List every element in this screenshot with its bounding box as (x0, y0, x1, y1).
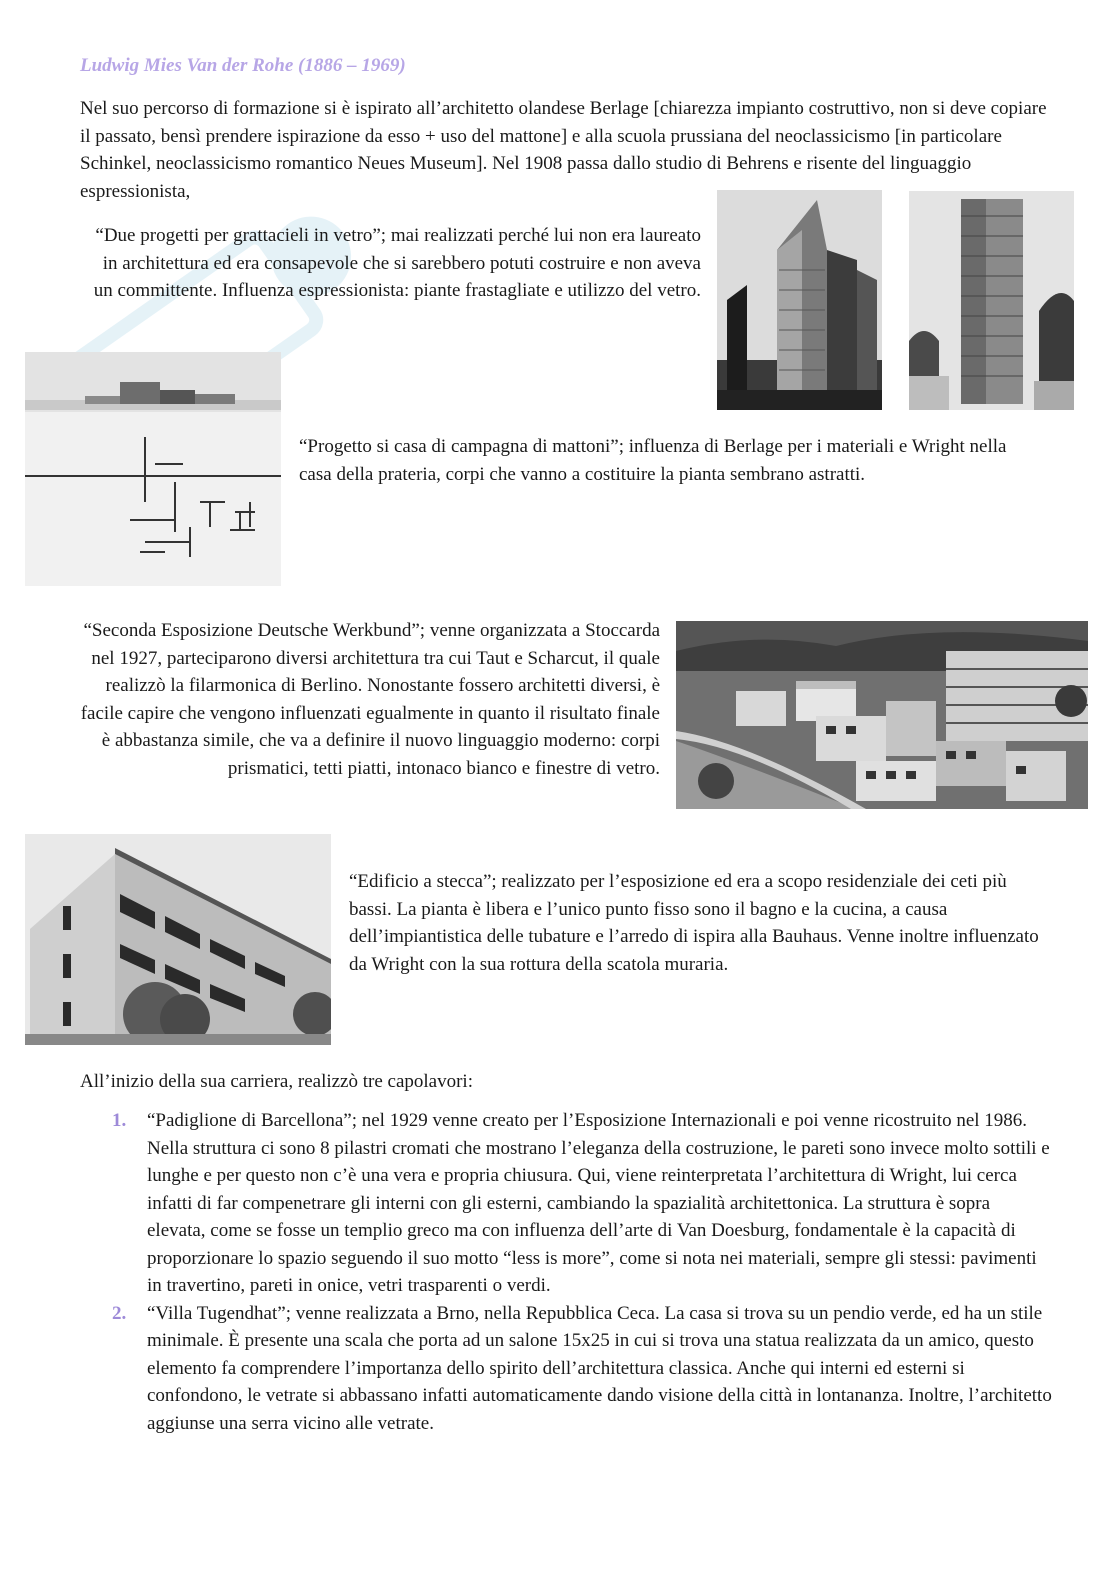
werkbund-paragraph: “Seconda Esposizione Deutsche Werkbund”; venne organizzata a Stoccarda nel 1927, parteciparono diversi architettura tra cui Taut e Scharcut, il quale realizzò la filarmonica di Berlino. Nonostante fossero architetti diversi, è facile capire che vengono influenzati egualmente in quanto il risultato finale è abbastanza simile, che va a definire il nuovo linguaggio moderno: corpi prismatici, tetti piatti, intonaco bianco e finestre di vetro. (80, 620, 660, 779)
skyscraper-paragraph: “Due progetti per grattacieli in vetro”; mai realizzati perché lui non era laureato in architettura ed era consapevole che si sarebbero potuti costruire e non aveva un committente. Influenza espressionista: piante frastagliate e utilizzo del vetro. (93, 225, 701, 301)
list-number: 1. (112, 1110, 127, 1131)
masterpieces-intro: All’inizio della sua carriera, realizzò tre capolavori: (80, 1071, 473, 1092)
list-item (112, 1107, 1052, 1300)
intro-paragraph: Nel suo percorso di formazione si è ispirato all’architetto olandese Berlage [chiarezza impianto costruttivo, non si deve copiare il passato, bensì prendere ispirazione da esso + uso del mattone] e alla scuola prussiana del neoclassicismo [in particolare Schinkel, neoclassicismo romantico Neues Museum]. Nel 1908 passa dallo studio di Behrens e risente del linguaggio espressionista, (80, 98, 1047, 202)
list-item (112, 1300, 1052, 1438)
list-number: 2. (112, 1302, 127, 1324)
glass-skyscraper-image-2 (909, 191, 1074, 410)
list-item-text: “Villa Tugendhat”; venne realizzata a Brno, nella Repubblica Ceca. La casa si trova su un pendio verde, ed ha un stile minimale. È presente una scala che porta ad un salone 15x25 in cui si trova una statua realizzata da un amico, questo elemento fa comprendere l’importanza dello spirito dell’architettura classica. Anche qui interni ed esterni si confondono, le vetrate si abbassano infatti automaticamente dando visione della città in lontananza. Inoltre, l’architetto aggiunse una serra vicino alle vetrate. (147, 1302, 1052, 1434)
page-title: Ludwig Mies Van der Rohe (1886 – 1969) (80, 55, 406, 76)
stecca-building-image (25, 834, 331, 1045)
list-item-text: “Padiglione di Barcellona”; nel 1929 venne creato per l’Esposizione Internazionali e poi venne ricostruito nel 1986. Nella struttura ci sono 8 pilastri cromati che mostrano l’eleganza della costruzione, le pareti sono invece molto sottili e lunghe e per questo non c’è una vera e propria chiusura. Qui, viene reinterpretata l’architettura di Wright, lui cerca infatti di far compenetrare gli interni con gli esterni, cambiando la spazialità architettonica. La struttura è sopra elevata, come se fosse un templio greco ma con influenza dell’arte di Van Doesburg, fondamentale è la capacità di proporzionare lo spazio seguendo il suo motto “less is more”, come si nota nei materiali, sempre gli stessi: pavimenti in travertino, pareti in onice, vetri trasparenti o verdi. (147, 1110, 1050, 1296)
werkbund-exhibition-image (676, 621, 1088, 809)
brick-house-paragraph: “Progetto si casa di campagna di mattoni”; influenza di Berlage per i materiali e Wright nella casa della prateria, corpi che vanno a costituire la pianta sembrano astratti. (299, 436, 1007, 485)
glass-skyscraper-image-1 (717, 190, 882, 410)
masterpieces-list (112, 1107, 1052, 1437)
brick-country-house-image (25, 352, 281, 586)
stecca-paragraph: “Edificio a stecca”; realizzato per l’esposizione ed era a scopo residenziale dei ceti più bassi. La pianta è libera e l’unico punto fisso sono il bagno e la cucina, a causa dell’impiantistica delle tubature e l’arredo di ispira alla Bauhaus. Venne inoltre influenzato da Wright con la sua rottura della scatola muraria. (349, 871, 1039, 975)
